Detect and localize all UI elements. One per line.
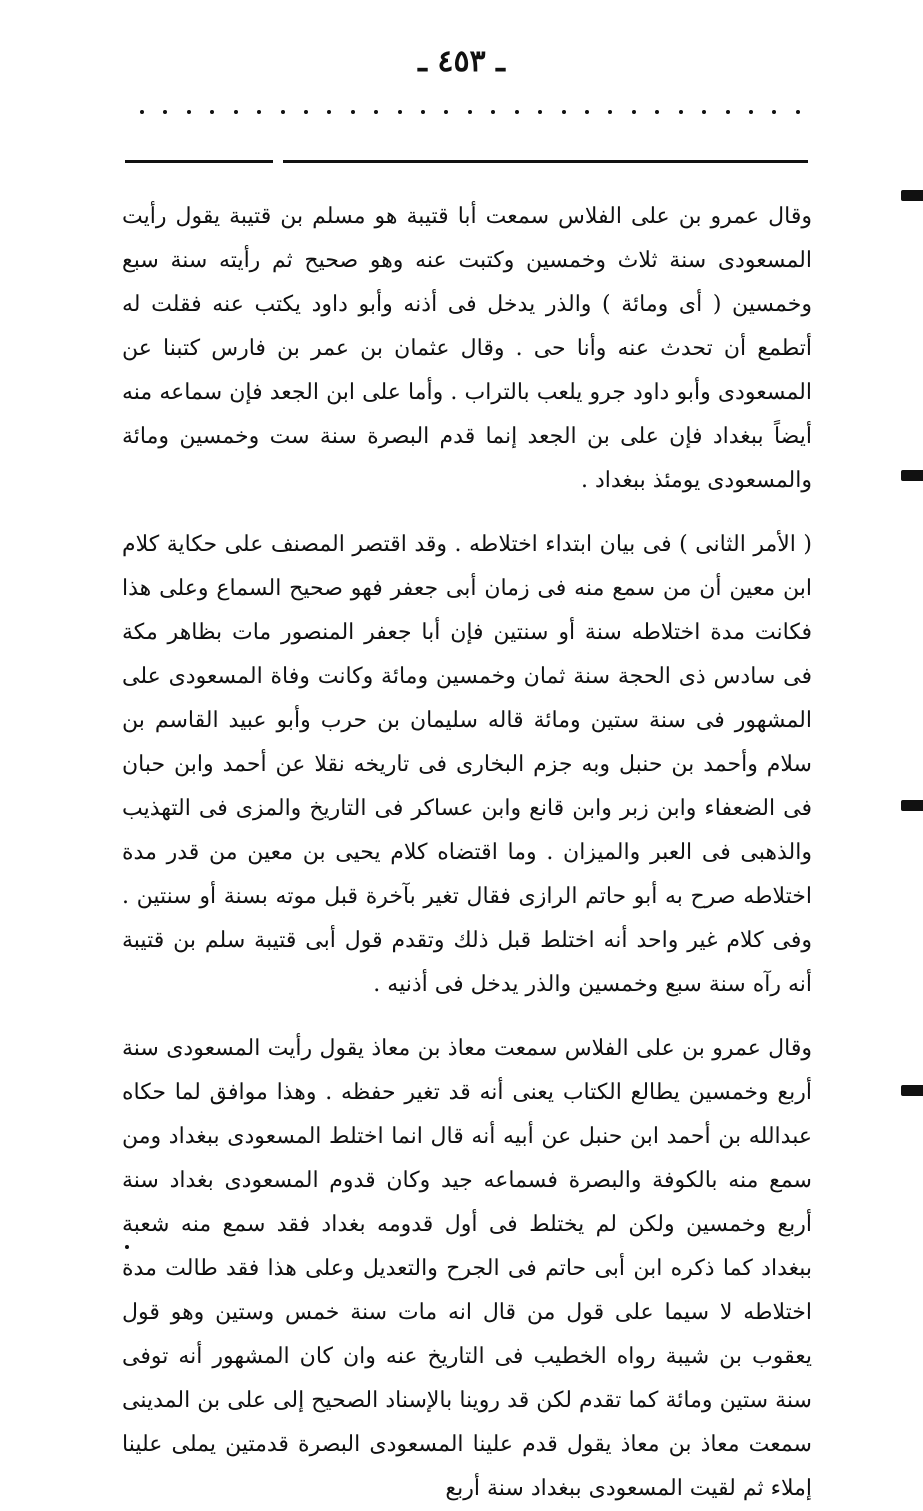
margin-mark	[901, 470, 923, 481]
paragraph-3: وقال عمرو بن على الفلاس سمعت معاذ بن معاذ يقول رأيت المسعودى سنة أربع وخمسين يطالع الكتاب يعنى أنه قد تغير حفظه . وهذا موافق لما حكاه عبدالله بن أحمد ابن حنبل عن أبيه أنه قال انما اختلط المسعودى ببغداد ومن سمع منه بالكوفة والبصرة فسماعه جيد وكان قدوم المسعودى بغداد سنة أربع وخمسين ولكن لم يختلط فى أول قدومه بغداد فقد سمع منه شعبة ببغداد كما ذكره ابن أبى حاتم فى الجرح والتعديل وعلى هذا فقد طالت مدة اختلاطه لا سيما على قول من قال انه مات سنة خمس وستين وهو قول يعقوب بن شيبة رواه الخطيب فى التاريخ عنه وان كان المشهور أنه توفى سنة ستين ومائة كما تقدم لكن قد روينا بالإسناد الصحيح إلى على بن المدينى سمعت معاذ بن معاذ يقول قدم علينا المسعودى البصرة قدمتين يملى علينا إملاء ثم لقيت المسعودى ببغداد سنة أربع	[122, 1036, 812, 1501]
paragraph-2: ( الأمر الثانى ) فى بيان ابتداء اختلاطه . وقد اقتصر المصنف على حكاية كلام ابن معين أن من سمع منه فى زمان أبى جعفر فهو صحيح السماع وعلى هذا فكانت مدة اختلاطه سنة أو سنتين فإن أبا جعفر المنصور مات بظاهر مكة فى سادس ذى الحجة سنة ثمان وخمسين ومائة وكانت وفاة المسعودى على المشهور فى سنة ستين ومائة قاله سليمان بن حرب وأبو عبيد القاسم بن سلام وأحمد بن حنبل وبه جزم البخارى فى تاريخه نقلا عن أحمد وابن حبان فى الضعفاء وابن زبر وابن قانع وابن عساكر فى التاريخ والمزى فى التهذيب والذهبى فى العبر والميزان . وما اقتضاه كلام يحيى بن معين من قدر مدة اختلاطه صرح به أبو حاتم الرازى فقال تغير بآخرة قبل موته بسنة أو سنتين . وفى كلام غير واحد أنه اختلط قبل ذلك وتقدم قول أبى قتيبة سلم بن قتيبة أنه رآه سنة سبع وخمسين والذر يدخل فى أذنيه .	[122, 532, 812, 997]
margin-mark	[901, 190, 923, 201]
margin-mark	[901, 800, 923, 811]
header-rule-right	[283, 160, 808, 163]
paragraph-1: وقال عمرو بن على الفلاس سمعت أبا قتيبة هو مسلم بن قتيبة يقول رأيت المسعودى سنة ثلاث وخمسين وكتبت عنه وهو صحيح ثم رأيته سنة سبع وخمسين ( أى ومائة ) والذر يدخل فى أذنه وأبو داود يكتب عنه فقلت له أتطمع أن تحدث عنه وأنا حى . وقال عثمان بن عمر بن فارس كتبنا عن المسعودى وأبو داود جرو يلعب بالتراب . وأما على ابن الجعد فإن سماعه منه أيضاً ببغداد فإن على بن الجعد إنما قدم البصرة سنة ست وخمسين ومائة والمسعودى يومئذ ببغداد .	[122, 204, 812, 493]
dotted-separator	[140, 110, 800, 114]
page-number: ـ ٤٥٣ ـ	[418, 44, 505, 79]
page-speck	[125, 1245, 129, 1249]
margin-mark	[901, 1085, 923, 1096]
header-rule-left	[125, 160, 273, 163]
